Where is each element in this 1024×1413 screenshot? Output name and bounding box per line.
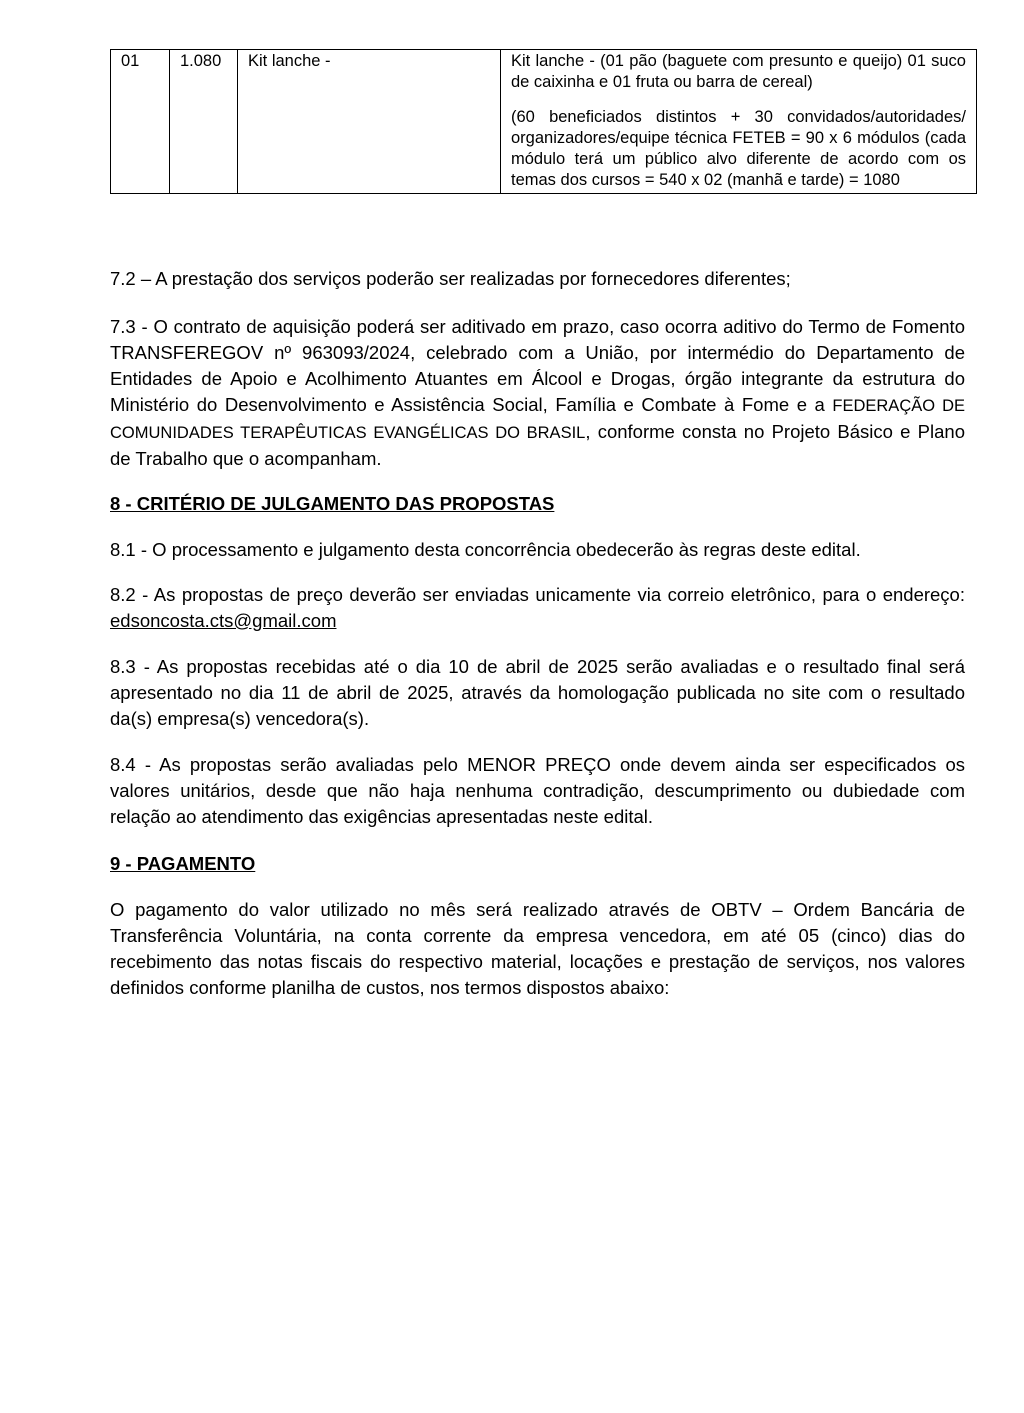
paragraph-8-2: [110, 582, 965, 634]
section-9-heading: 9 - PAGAMENTO: [110, 853, 256, 874]
description-line-1: Kit lanche - (01 pão (baguete com presunto e queijo) 01 suco de caixinha e 01 fruta ou barra de cereal): [511, 52, 966, 91]
paragraph-8-4: 8.4 - As propostas serão avaliadas pelo MENOR PREÇO onde devem ainda ser especificados os valores unitários, desde que não haja nenhuma contradição, descumprimento ou dubiedade com relação ao atendimento das exigências apresentadas neste edital.: [110, 754, 965, 827]
email-link[interactable]: edsoncosta.cts@gmail.com: [110, 610, 337, 631]
paragraph-7-3-text: 7.3 - O contrato de aquisição poderá ser aditivado em prazo, caso ocorra aditivo do Termo de Fomento TRANSFEREGOV nº 963093/2024, celebrado com a União, por intermédio do Departamento de Entidades de Apoio e Acolhimento Atuantes em Álcool e Drogas, órgão integrante da estrutura do Ministério do Desenvolvimento e Assistência Social, Família e Combate à Fome e a: [110, 316, 965, 415]
section-8-heading: 8 - CRITÉRIO DE JULGAMENTO DAS PROPOSTAS: [110, 493, 555, 514]
items-table: [110, 49, 977, 194]
quantity-cell: 1.080: [170, 50, 238, 194]
paragraph-8-3: 8.3 - As propostas recebidas até o dia 10 de abril de 2025 serão avaliadas e o resultado final será apresentado no dia 11 de abril de 2025, através da homologação publicada no site com o resultado da(s) empresa(s) vencedora(s).: [110, 656, 965, 729]
federation-name: FEDERAÇÃO DE COMUNIDADES TERAPÊUTICAS EVANGÉLICAS DO BRASIL: [110, 397, 965, 442]
paragraph-7-2: 7.2 – A prestação dos serviços poderão ser realizadas por fornecedores diferentes;: [110, 268, 791, 289]
description-line-2: (60 beneficiados distintos + 30 convidados/autoridades/ organizadores/equipe técnica FETEB = 90 x 6 módulos (cada módulo terá um público alvo diferente de acordo com os temas dos cursos = 540 x 02 (manhã e tarde) = 1080: [511, 108, 966, 189]
description-cell: [501, 50, 977, 194]
product-cell: Kit lanche -: [238, 50, 501, 194]
paragraph-8-2-text: 8.2 - As propostas de preço deverão ser enviadas unicamente via correio eletrônico, para o endereço:: [110, 584, 965, 605]
table-row: [111, 50, 977, 194]
paragraph-7-3: [110, 314, 965, 472]
paragraph-7-3-end: , conforme consta no Projeto Básico e Plano de Trabalho que o acompanham.: [110, 421, 965, 469]
paragraph-9: O pagamento do valor utilizado no mês será realizado através de OBTV – Ordem Bancária de Transferência Voluntária, na conta corrente da empresa vencedora, em até 05 (cinco) dias do recebimento das notas fiscais do respectivo material, locações e prestação de serviços, nos valores definidos conforme planilha de custos, nos termos dispostos abaixo:: [110, 899, 965, 998]
paragraph-8-1: 8.1 - O processamento e julgamento desta concorrência obedecerão às regras deste edital.: [110, 539, 861, 560]
item-number-cell: 01: [111, 50, 170, 194]
